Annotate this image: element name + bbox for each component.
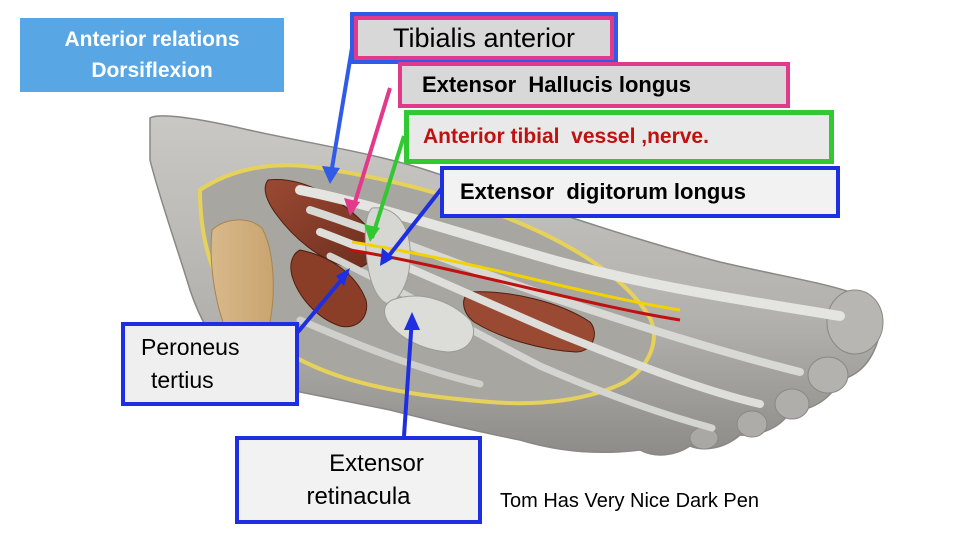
label-peroneus-tertius — [121, 322, 299, 406]
label-line-2: tertius — [151, 367, 214, 393]
label-text: Tibialis anterior — [392, 22, 576, 53]
title-line-1: Anterior relations — [64, 28, 240, 51]
label-line-1: Extensor — [329, 450, 424, 477]
label-line-2: retinacula — [306, 483, 411, 510]
title-line-2: Dorsiflexion — [91, 59, 213, 82]
label-extensor-retinacula — [235, 436, 482, 524]
label-text: Extensor digitorum longus — [460, 179, 747, 204]
third-toe — [775, 389, 809, 419]
mnemonic-text — [500, 486, 860, 516]
label-tibialis-anterior — [350, 12, 618, 64]
second-toe — [808, 357, 848, 393]
label-text: Anterior tibial vessel ,nerve. — [423, 125, 709, 148]
label-extensor-hallucis-longus — [398, 62, 790, 108]
label-anterior-tibial-vessel-nerve — [404, 110, 834, 164]
label-line-1: Peroneus — [141, 334, 240, 360]
slide-title — [20, 18, 284, 92]
label-extensor-digitorum-longus — [440, 166, 840, 218]
big-toe — [827, 290, 883, 354]
fourth-toe — [737, 411, 767, 437]
label-text: Extensor Hallucis longus — [422, 72, 691, 97]
mnemonic-phrase: Tom Has Very Nice Dark Pen — [500, 489, 759, 512]
